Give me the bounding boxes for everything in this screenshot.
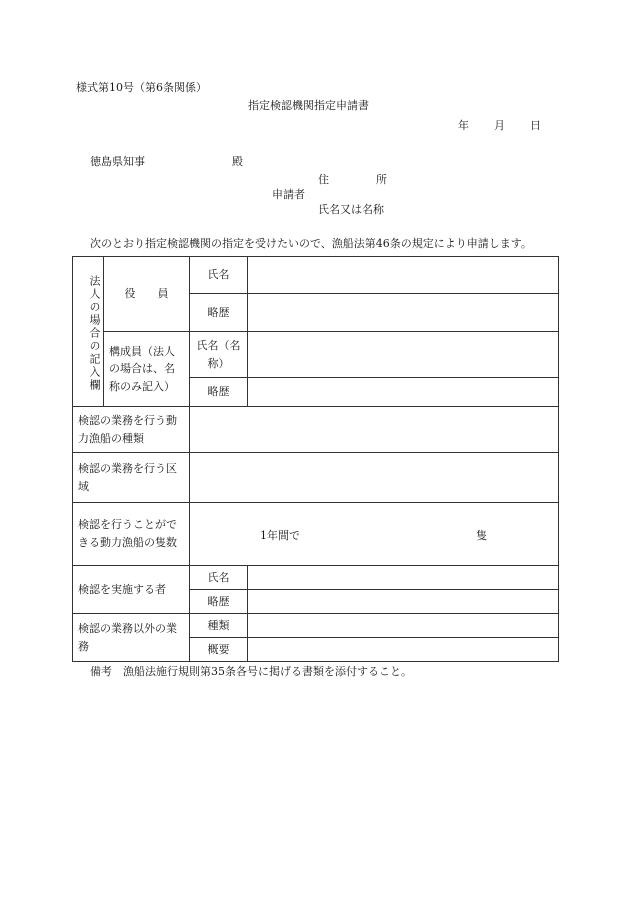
capacity-field[interactable] bbox=[190, 503, 559, 566]
inspector-career-field[interactable] bbox=[248, 590, 559, 614]
other-type-field[interactable] bbox=[248, 614, 559, 638]
applicant-address-label-1: 住 bbox=[318, 173, 329, 186]
remarks: 備考 漁船法施行規則第35条各号に掲げる書類を添付すること。 bbox=[90, 665, 412, 678]
vessel-types-field[interactable] bbox=[190, 407, 559, 453]
applicant-label: 申請者 bbox=[272, 188, 305, 201]
vessel-types-label: 検認の業務を行う動力漁船の種類 bbox=[73, 407, 190, 453]
officer-name-label: 氏名 bbox=[190, 257, 248, 294]
officer-career-field[interactable] bbox=[248, 294, 559, 332]
other-business-label: 検認の業務以外の業務 bbox=[73, 614, 190, 662]
officer-career-label: 略歴 bbox=[190, 294, 248, 332]
area-label: 検認の業務を行う区域 bbox=[73, 453, 190, 503]
date-month-label: 月 bbox=[494, 119, 505, 132]
intro-text: 次のとおり指定検認機関の指定を受けたいので、漁船法第46条の規定により申請します。 bbox=[90, 237, 532, 250]
applicant-address-label-2: 所 bbox=[376, 173, 387, 186]
member-career-label: 略歴 bbox=[190, 378, 248, 407]
other-summary-field[interactable] bbox=[248, 638, 559, 662]
other-type-label: 種類 bbox=[190, 614, 248, 638]
member-name-field[interactable] bbox=[248, 332, 559, 378]
date-year-label: 年 bbox=[458, 119, 469, 132]
date-day-label: 日 bbox=[530, 119, 541, 132]
officer-name-field[interactable] bbox=[248, 257, 559, 294]
inspector-name-label: 氏名 bbox=[190, 566, 248, 590]
corporate-entry-label: 法人の場合の記入欄 bbox=[73, 257, 104, 407]
addressee-name: 徳島県知事 bbox=[90, 155, 145, 168]
members-label: 構成員（法人の場合は、名称のみ記入） bbox=[104, 332, 190, 407]
capacity-prefix: 1年間で bbox=[260, 529, 300, 542]
other-summary-label: 概要 bbox=[190, 638, 248, 662]
addressee-honorific: 殿 bbox=[232, 155, 243, 168]
area-field[interactable] bbox=[190, 453, 559, 503]
inspector-name-field[interactable] bbox=[248, 566, 559, 590]
capacity-unit: 隻 bbox=[476, 529, 487, 542]
applicant-name-label: 氏名又は名称 bbox=[318, 203, 384, 216]
capacity-label: 検認を行うことができる動力漁船の隻数 bbox=[73, 503, 190, 566]
inspector-label: 検認を実施する者 bbox=[73, 566, 190, 614]
officers-label: 役 員 bbox=[104, 257, 190, 332]
member-career-field[interactable] bbox=[248, 378, 559, 407]
inspector-career-label: 略歴 bbox=[190, 590, 248, 614]
page-title: 指定検認機関指定申請書 bbox=[248, 99, 369, 112]
application-form-table bbox=[72, 256, 559, 662]
member-name-label: 氏名（名称） bbox=[190, 332, 248, 378]
form-number: 様式第10号（第6条関係） bbox=[76, 81, 207, 94]
